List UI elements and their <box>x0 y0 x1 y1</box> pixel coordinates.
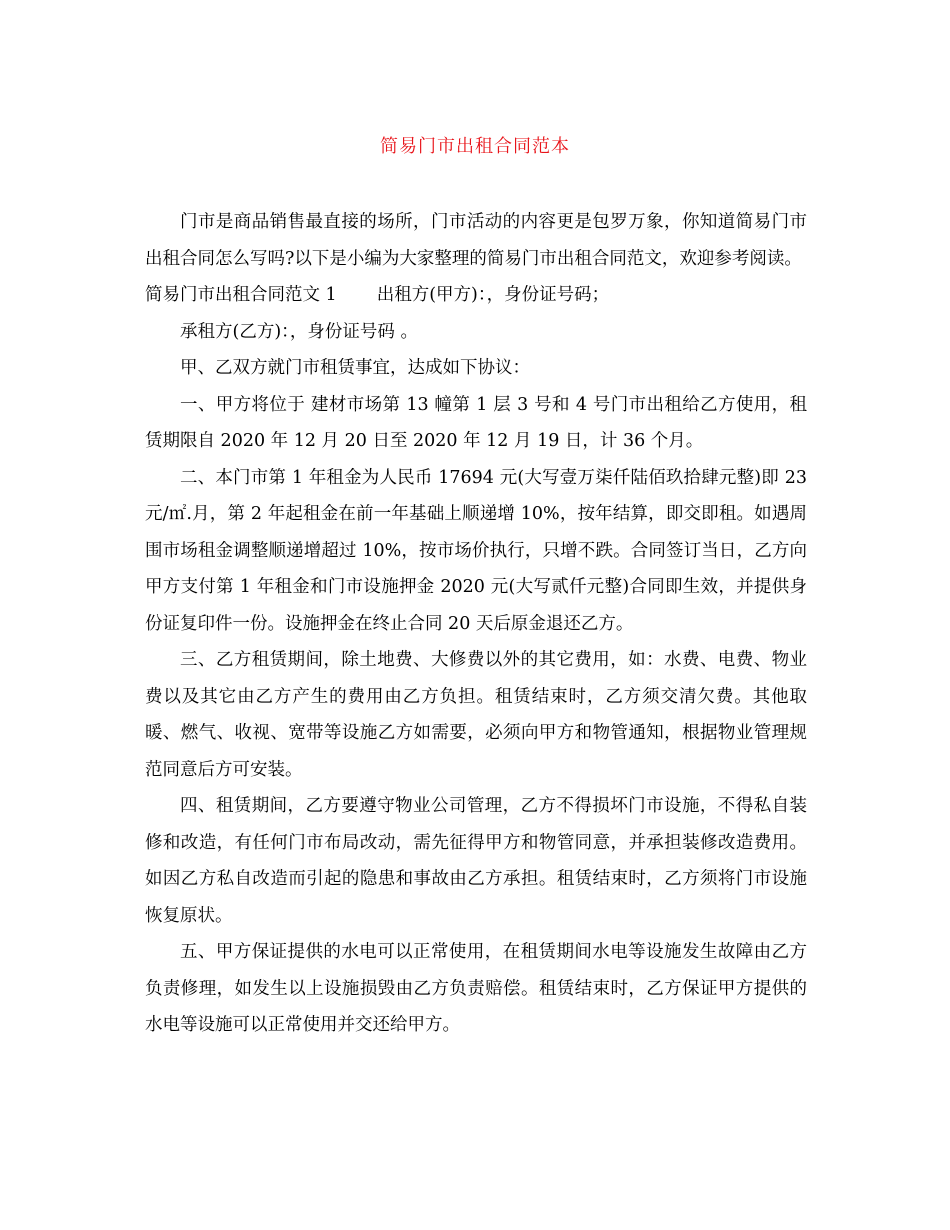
sample-heading: 简易门市出租合同范文 1 <box>145 285 337 305</box>
clause-3: 三、乙方租赁期间，除土地费、大修费以外的其它费用，如：水费、电费、物业费以及其它由乙方产生的费用由乙方负担。租赁结束时，乙方须交清欠费。其他取暖、燃气、收视、宽带等设施乙方如需要，必须向甲方和物管通知，根据物业管理规范同意后方可安装。 <box>145 650 807 780</box>
clause-2: 二、本门市第 1 年租金为人民币 17694 元(大写壹万柒仟陆佰玖拾肆元整)即 23 元/㎡.月，第 2 年起租金在前一年基础上顺递增 10%，按年结算，即交即租。如遇周围市场租金调整顺递增超过 10%，按市场价执行，只增不跌。合同签订当日，乙方向甲方支付第 1 年租金和门市设施押金 2020 元(大写贰仟元整)合同即生效，并提供身份证复印件一份。设施押金在终止合同 20 天后原金退还乙方。 <box>145 467 807 634</box>
clause-4: 四、租赁期间，乙方要遵守物业公司管理，乙方不得损坏门市设施，不得私自装修和改造，有任何门市布局改动，需先征得甲方和物管同意，并承担装修改造费用。如因乙方私自改造而引起的隐患和事故由乙方承担。租赁结束时，乙方须将门市设施恢复原状。 <box>145 796 807 926</box>
lessee-line: 承租方(乙方)：，身份证号码 。 <box>180 321 418 342</box>
intro-paragraph: 门市是商品销售最直接的场所，门市活动的内容更是包罗万象，你知道简易门市出租合同怎么写吗?以下是小编为大家整理的简易门市出租合同范文，欢迎参考阅读。 <box>145 212 807 269</box>
clause-5: 五、甲方保证提供的水电可以正常使用，在租赁期间水电等设施发生故障由乙方负责修理，如发生以上设施损毁由乙方负责赔偿。租赁结束时，乙方保证甲方提供的水电等设施可以正常使用并交还给甲方。 <box>145 942 807 1035</box>
clause-1: 一、甲方将位于 建材市场第 13 幢第 1 层 3 号和 4 号门市出租给乙方使用，租赁期限自 2020 年 12 月 20 日至 2020 年 12 月 19 日，计 36 个月。 <box>145 394 807 451</box>
sample-heading-line <box>145 277 807 314</box>
document-title: 简易门市出租合同范本 <box>380 136 570 157</box>
lessor-line: 出租方(甲方)：，身份证号码； <box>376 285 610 305</box>
document-body <box>145 204 807 1044</box>
agreement-line: 甲、乙双方就门市租赁事宜，达成如下协议： <box>180 358 530 378</box>
